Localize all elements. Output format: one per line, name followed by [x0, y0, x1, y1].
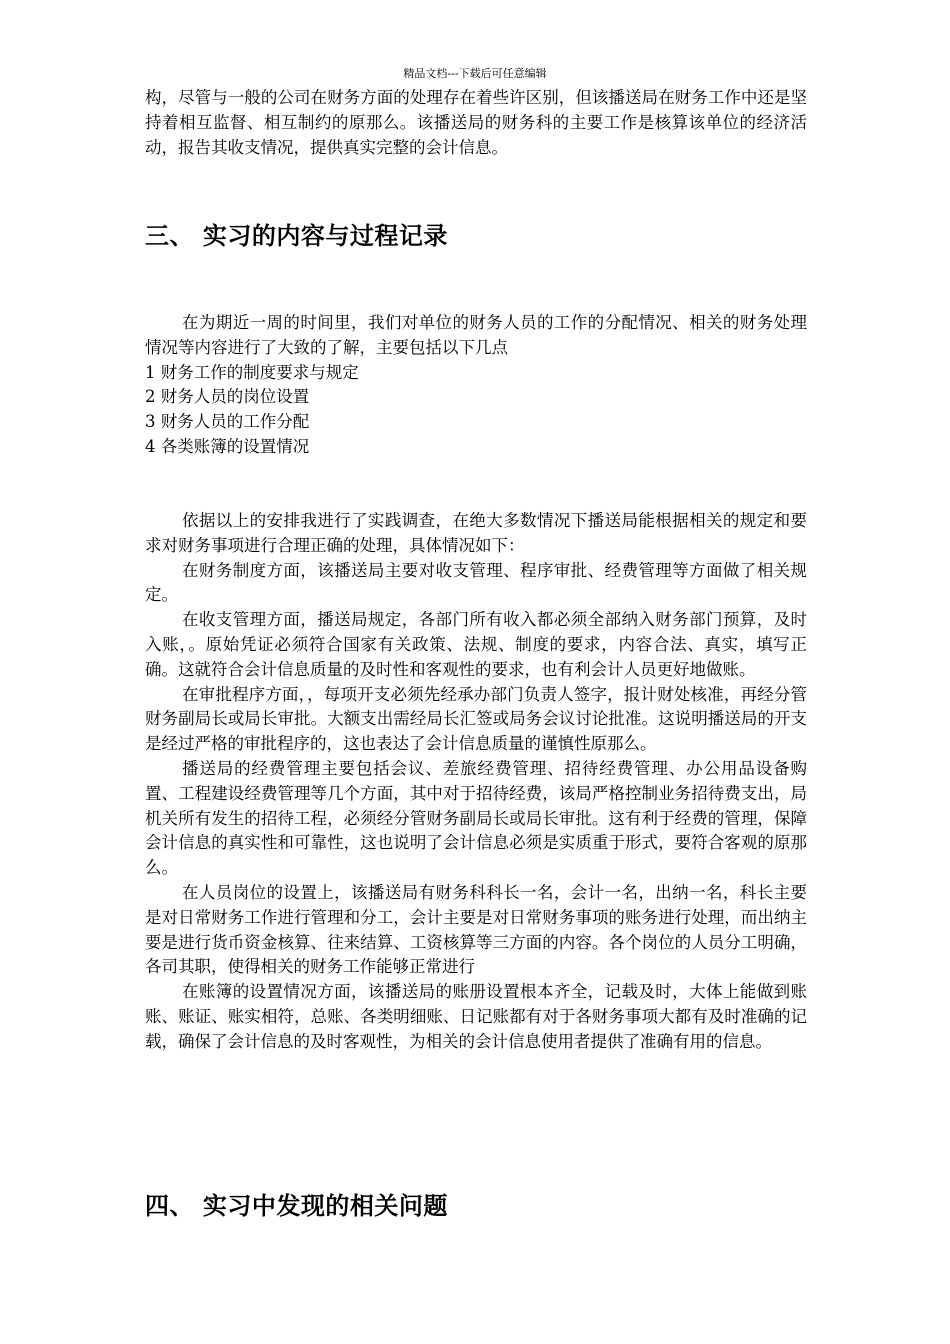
intro-paragraph: 构，尽管与一般的公司在财务方面的处理存在着些许区别，但该播送局在财务工作中还是坚持着相互监督、相互制约的原那么。该播送局的财务科的主要工作是核算该单位的经济活动，报告其收支情况，提供真实完整的会计信息。	[145, 88, 807, 157]
body-paragraph: 在人员岗位的设置上，该播送局有财务科科长一名，会计一名，出纳一名，科长主要是对日常财务工作进行管理和分工，会计主要是对日常财务事项的账务进行处理，而出纳主要是进行货币资金核算、往来结算、工资核算等三方面的内容。各个岗位的人员分工明确，各司其职，使得相关的财务工作能够正常进行	[145, 882, 807, 977]
list-item: 4 各类账簿的设置情况	[145, 436, 310, 456]
section-3-heading: 三、 实习的内容与过程记录	[145, 222, 448, 250]
body-paragraph: 在财务制度方面，该播送局主要对收支管理、程序审批、经费管理等方面做了相关规定。	[145, 560, 807, 605]
intro-block	[145, 86, 807, 160]
section-4-heading: 四、 实习中发现的相关问题	[145, 1192, 448, 1220]
list-item: 1 财务工作的制度要求与规定	[145, 362, 359, 382]
list-item: 2 财务人员的岗位设置	[145, 387, 310, 407]
body-paragraph: 在账簿的设置情况方面，该播送局的账册设置根本齐全，记载及时，大体上能做到账账、账证、账实相符，总账、各类明细账、日记账都有对于各财务事项大都有及时准确的记载，确保了会计信息的及时客观性，为相关的会计信息使用者提供了准确有用的信息。	[145, 982, 807, 1051]
list-item: 3 财务人员的工作分配	[145, 412, 310, 432]
body-paragraph: 在审批程序方面，，每项开支必须先经承办部门负责人签字，报计财处核准，再经分管财务副局长或局长审批。大额支出需经局长汇签或局务会议讨论批准。这说明播送局的开支是经过严格的审批程序的，这也表达了会计信息质量的谨慎性原那么。	[145, 684, 807, 754]
body-paragraph: 在收支管理方面，播送局规定，各部门所有收入都必须全部纳入财务部门预算，及时入账，。原始凭证必须符合国家有关政策、法规、制度的要求，内容合法、真实，填写正确。这就符合会计信息质量的及时性和客观性的要求，也有利会计人员更好地做账。	[145, 610, 807, 679]
section-3-intro-block	[145, 311, 807, 460]
body-paragraph: 依据以上的安排我进行了实践调查，在绝大多数情况下播送局能根据相关的规定和要求对财务事项进行合理正确的处理，具体情况如下：	[145, 511, 807, 555]
section-3-body-block	[145, 509, 807, 1055]
section-3-intro-paragraph: 在为期近一周的时间里，我们对单位的财务人员的工作的分配情况、相关的财务处理情况等内容进行了大致的了解，主要包括以下几点	[145, 313, 807, 357]
body-paragraph: 播送局的经费管理主要包括会议、差旅经费管理、招待经费管理、办公用品设备购置、工程建设经费管理等几个方面，其中对于招待经费，该局严格控制业务招待费支出，局机关所有发生的招待工程，必须经分管财务副局长或局长审批。这有利于经费的管理，保障会计信息的真实性和可靠性，这也说明了会计信息必须是实质重于形式，要符合客观的原那么。	[145, 758, 807, 878]
page-header: 精品文档---下载后可任意编辑	[403, 67, 547, 80]
